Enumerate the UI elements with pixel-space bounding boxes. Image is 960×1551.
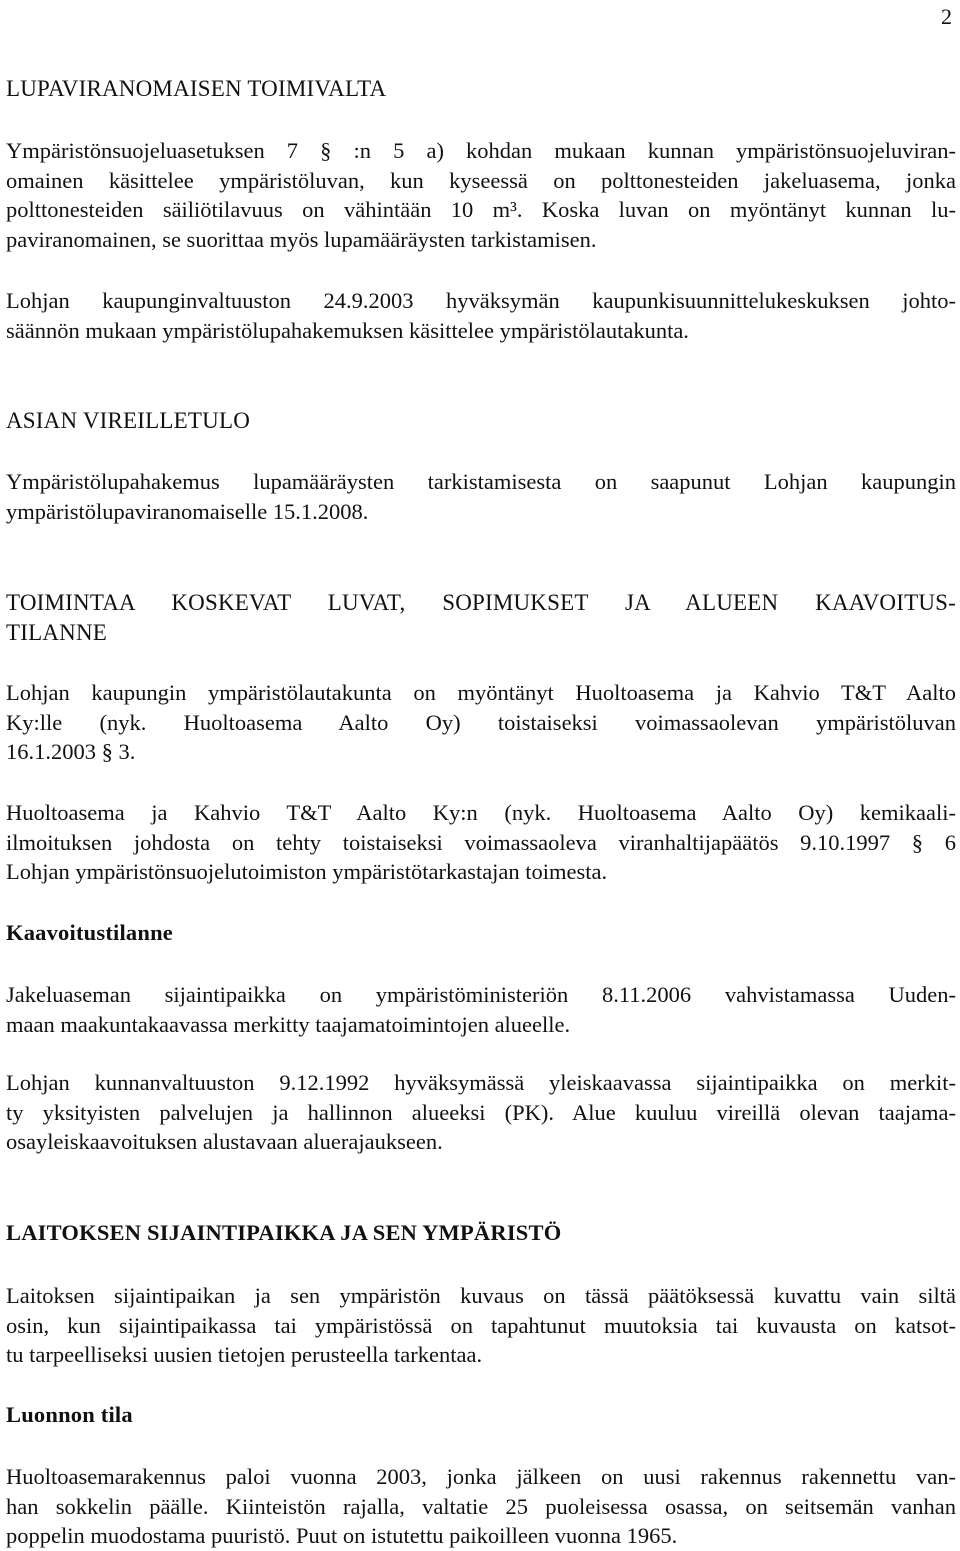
text-line: Ympäristölupahakemus lupamääräysten tarkistamisesta on saapunut Lohjan kaupungin [6, 469, 956, 494]
text-line: maan maakuntakaavassa merkitty taajamatoimintojen alueelle. [6, 1011, 571, 1037]
paragraph-vireilletulo-1 [6, 467, 956, 526]
text-line: Huoltoasemarakennus paloi vuonna 2003, jonka jälkeen on uusi rakennus rakennettu van- [6, 1464, 956, 1489]
paragraph-luvat-2 [6, 798, 956, 887]
subheading-luonto: Luonnon tila [6, 1402, 133, 1427]
paragraph-kaavoitus-2 [6, 1068, 956, 1157]
text-line: tu tarpeelliseksi uusien tietojen perusteella tarkentaa. [6, 1342, 483, 1367]
text-line: Lohjan kaupungin ympäristölautakunta on myöntänyt Huoltoasema ja Kahvio T&T Aalto [6, 680, 956, 705]
paragraph-lupaviranomainen-1 [6, 136, 956, 254]
text-line: Laitoksen sijaintipaikan ja sen ympäristön kuvaus on tässä päätöksessä kuvattu vain siltä [6, 1283, 956, 1308]
text-line: Ky:lle (nyk. Huoltoasema Aalto Oy) toistaiseksi voimassaolevan ympäristöluvan [6, 709, 956, 735]
text-line: Lohjan kaupunginvaltuuston 24.9.2003 hyväksymän kaupunkisuunnittelukeskuksen johto- [6, 288, 956, 313]
text-line: ty yksityisten palvelujen ja hallinnon alueeksi (PK). Alue kuuluu vireillä olevan taajama- [6, 1099, 956, 1125]
text-line: Huoltoasema ja Kahvio T&T Aalto Ky:n (nyk. Huoltoasema Aalto Oy) kemikaali- [6, 800, 956, 825]
text-line: paviranomainen, se suorittaa myös lupamääräysten tarkistamisen. [6, 226, 597, 252]
text-line: omainen käsittelee ympäristöluvan, kun kyseessä on polttonesteiden jakeluasema, jonka [6, 167, 956, 193]
text-line: 16.1.2003 § 3. [6, 739, 136, 764]
subheading-kaavoitus: Kaavoitustilanne [6, 920, 173, 945]
text-line: han sokkelin päälle. Kiinteistön rajalla, valtatie 25 puoleisessa osassa, on seitsemän vanhan [6, 1493, 956, 1519]
heading-line: TILANNE [6, 620, 108, 645]
text-line: Jakeluaseman sijaintipaikka on ympäristöministeriön 8.11.2006 vahvistamassa Uuden- [6, 982, 956, 1007]
section-heading-luvat [6, 588, 956, 648]
text-line: Ympäristönsuojeluasetuksen 7 § :n 5 a) kohdan mukaan kunnan ympäristönsuojeluviran- [6, 138, 956, 163]
page-number: 2 [941, 4, 952, 29]
text-line: ilmoituksen johdosta on tehty toistaiseksi voimassaoleva viranhaltijapäätös 9.10.1997 § 6 [6, 829, 956, 855]
text-line: poppelin muodostama puuristö. Puut on istutettu paikoilleen vuonna 1965. [6, 1523, 678, 1548]
paragraph-lupaviranomainen-2 [6, 286, 956, 345]
paragraph-sijainti-1 [6, 1281, 956, 1370]
text-line: osayleiskaavoituksen alustavaan aluerajaukseen. [6, 1129, 443, 1154]
paragraph-luonto-1 [6, 1462, 956, 1551]
text-line: polttonesteiden säiliötilavuus on vähintään 10 m³. Koska luvan on myöntänyt kunnan lu- [6, 197, 956, 222]
section-heading-lupaviranomainen: LUPAVIRANOMAISEN TOIMIVALTA [6, 76, 387, 101]
text-line: osin, kun sijaintipaikassa tai ympäristössä on tapahtunut muutoksia tai kuvausta on katsot- [6, 1312, 956, 1338]
paragraph-kaavoitus-1 [6, 980, 956, 1039]
paragraph-luvat-1 [6, 678, 956, 767]
heading-line: TOIMINTAA KOSKEVAT LUVAT, SOPIMUKSET JA ALUEEN KAAVOITUS- [6, 590, 956, 615]
section-heading-sijainti: LAITOKSEN SIJAINTIPAIKKA JA SEN YMPÄRISTÖ [6, 1220, 562, 1245]
text-line: ympäristölupaviranomaiselle 15.1.2008. [6, 498, 369, 524]
text-line: Lohjan ympäristönsuojelutoimiston ympäristötarkastajan toimesta. [6, 859, 608, 884]
text-line: säännön mukaan ympäristölupahakemuksen käsittelee ympäristölautakunta. [6, 317, 689, 343]
text-line: Lohjan kunnanvaltuuston 9.12.1992 hyväksymässä yleiskaavassa sijaintipaikka on merkit- [6, 1070, 956, 1095]
section-heading-vireilletulo: ASIAN VIREILLETULO [6, 408, 250, 433]
